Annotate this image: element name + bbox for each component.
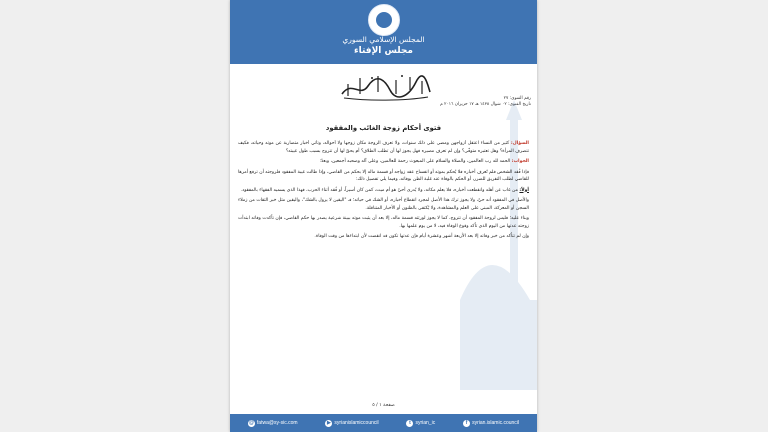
answer-paragraph — [238, 158, 529, 166]
footer-twitter[interactable] — [406, 420, 435, 427]
point-label: أولاً: — [519, 187, 529, 193]
footer-email[interactable] — [248, 420, 298, 427]
question-label: السؤال: — [510, 141, 529, 146]
department-name: مجلس الإفتاء — [354, 46, 413, 56]
body-paragraph-4: وبناء عليه؛ فليس لزوجة المفقود أن تتزوج، كما لا يجوز لورثته قسمة ماله، إلا بعد أن يثبت موته ببينة شرعية يصدر بها حكم القاضي، فإن تأكدت وفاته ابتدأت زوجته عدتها من اليوم الذي تأكد وقوع الوفاة فيه، لا من يوم علمها بها. — [238, 216, 529, 229]
fatwa-title: فتوى أحكام زوجة الغائب والمفقود — [325, 124, 442, 132]
footer-website-text: syrianislamiccouncil — [334, 420, 379, 426]
page-footer — [230, 414, 537, 432]
body-paragraph-2 — [238, 187, 529, 195]
footer-website[interactable] — [325, 420, 378, 427]
answer-label: الجواب: — [511, 159, 529, 164]
question-text: كثير من النساء اعتقل أزواجهن ومضى على ذلك سنوات، ولا تعرف الزوجة مكان زوجها ولا أحواله، وتأتي أخبار متضاربة عن موته وحياته، فكيف تتصرف المرأة؟ وهل تعتبره متوفّى؟ وإن لم تعرف مصيره فهل يجوز لها أن تطلب الطلاق؟ أم يحقّ لها أن تتزوج بسبب طول غيبته؟ — [238, 141, 529, 154]
footer-facebook-text: syrian.islamic.council — [472, 420, 520, 426]
fatwa-date: تاريخ الفتوى: ٠٢ شوال ١٤٣٨ هـ ١٧ حزيران ٢٠١٦ م — [440, 102, 531, 107]
fatwa-body — [238, 140, 529, 372]
council-logo-icon — [368, 4, 400, 36]
council-name: المجلس الإسلامي السوري — [342, 35, 425, 44]
email-icon: @ — [248, 419, 254, 426]
youtube-icon: ▶ — [326, 419, 331, 426]
body-paragraph-5: وإن لم تتأكد من خبر وفاته إلا بعد الأربعة أشهر وعشرة أيام فإن عدتها تكون قد انقضت لأن ابتداءها من وقت الوفاة. — [314, 234, 529, 239]
fatwa-number: رقم الفتوى: ٢٧ — [503, 96, 531, 101]
page-number: صفحة ١ / ٥ — [372, 403, 395, 408]
point-text: من غاب عن أهله وانقطعت أخباره، فلا يعلم مكانه، ولا يُدرى أحيّ هو أم ميت، كمن كان أسيراً، أو فُقد أثناء الحرب، فهذا الذي يسميه الفقهاء بالمفقود. — [240, 187, 518, 193]
page-header — [230, 0, 537, 64]
footer-twitter-text: syrian_ic — [415, 420, 436, 426]
answer-intro: الحمد لله رب العالمين، والصلاة والسلام على المبعوث رحمة للعالمين، وعلى آله وصحبه أجمعين، وبعدُ: — [319, 159, 511, 164]
body-paragraph-3: والأصل في المفقود أنه حيّ، ولا يجوز ترك هذا الأصل لمجرد انقطاع أخباره، أو الشك في حياته؛ فـ "اليقين لا يزول بالشك"، واليقين مثل خبر الثقات من زملاء السجن أو المعركة، المبني على العلم والمشاهدة، ولا يُكتفى بالظنون أو الأخبار المتناقلة. — [238, 198, 529, 211]
footer-facebook[interactable] — [463, 420, 519, 427]
twitter-icon: t — [406, 420, 413, 427]
document-page — [230, 0, 537, 432]
body-paragraph-1: فإذا فُقد الشخص فلم تُعرف أخباره فلا يُحكم بموته أو انفساخ عقد زواجه أو قسمة ماله إلا بحكم من القاضي، وإذا طالت غيبة المفقود فلزوجته أن ترفع أمرها للقاضي لطلب التفريق للضرر، أو الحكم بالوفاة عند غلبة الظن بوفاته، وفيما يلي تفصيل ذلك: — [238, 169, 529, 182]
question-paragraph — [238, 140, 529, 155]
footer-email-text: fatwa@sy-sic.com — [256, 420, 298, 426]
facebook-icon: f — [463, 420, 470, 427]
